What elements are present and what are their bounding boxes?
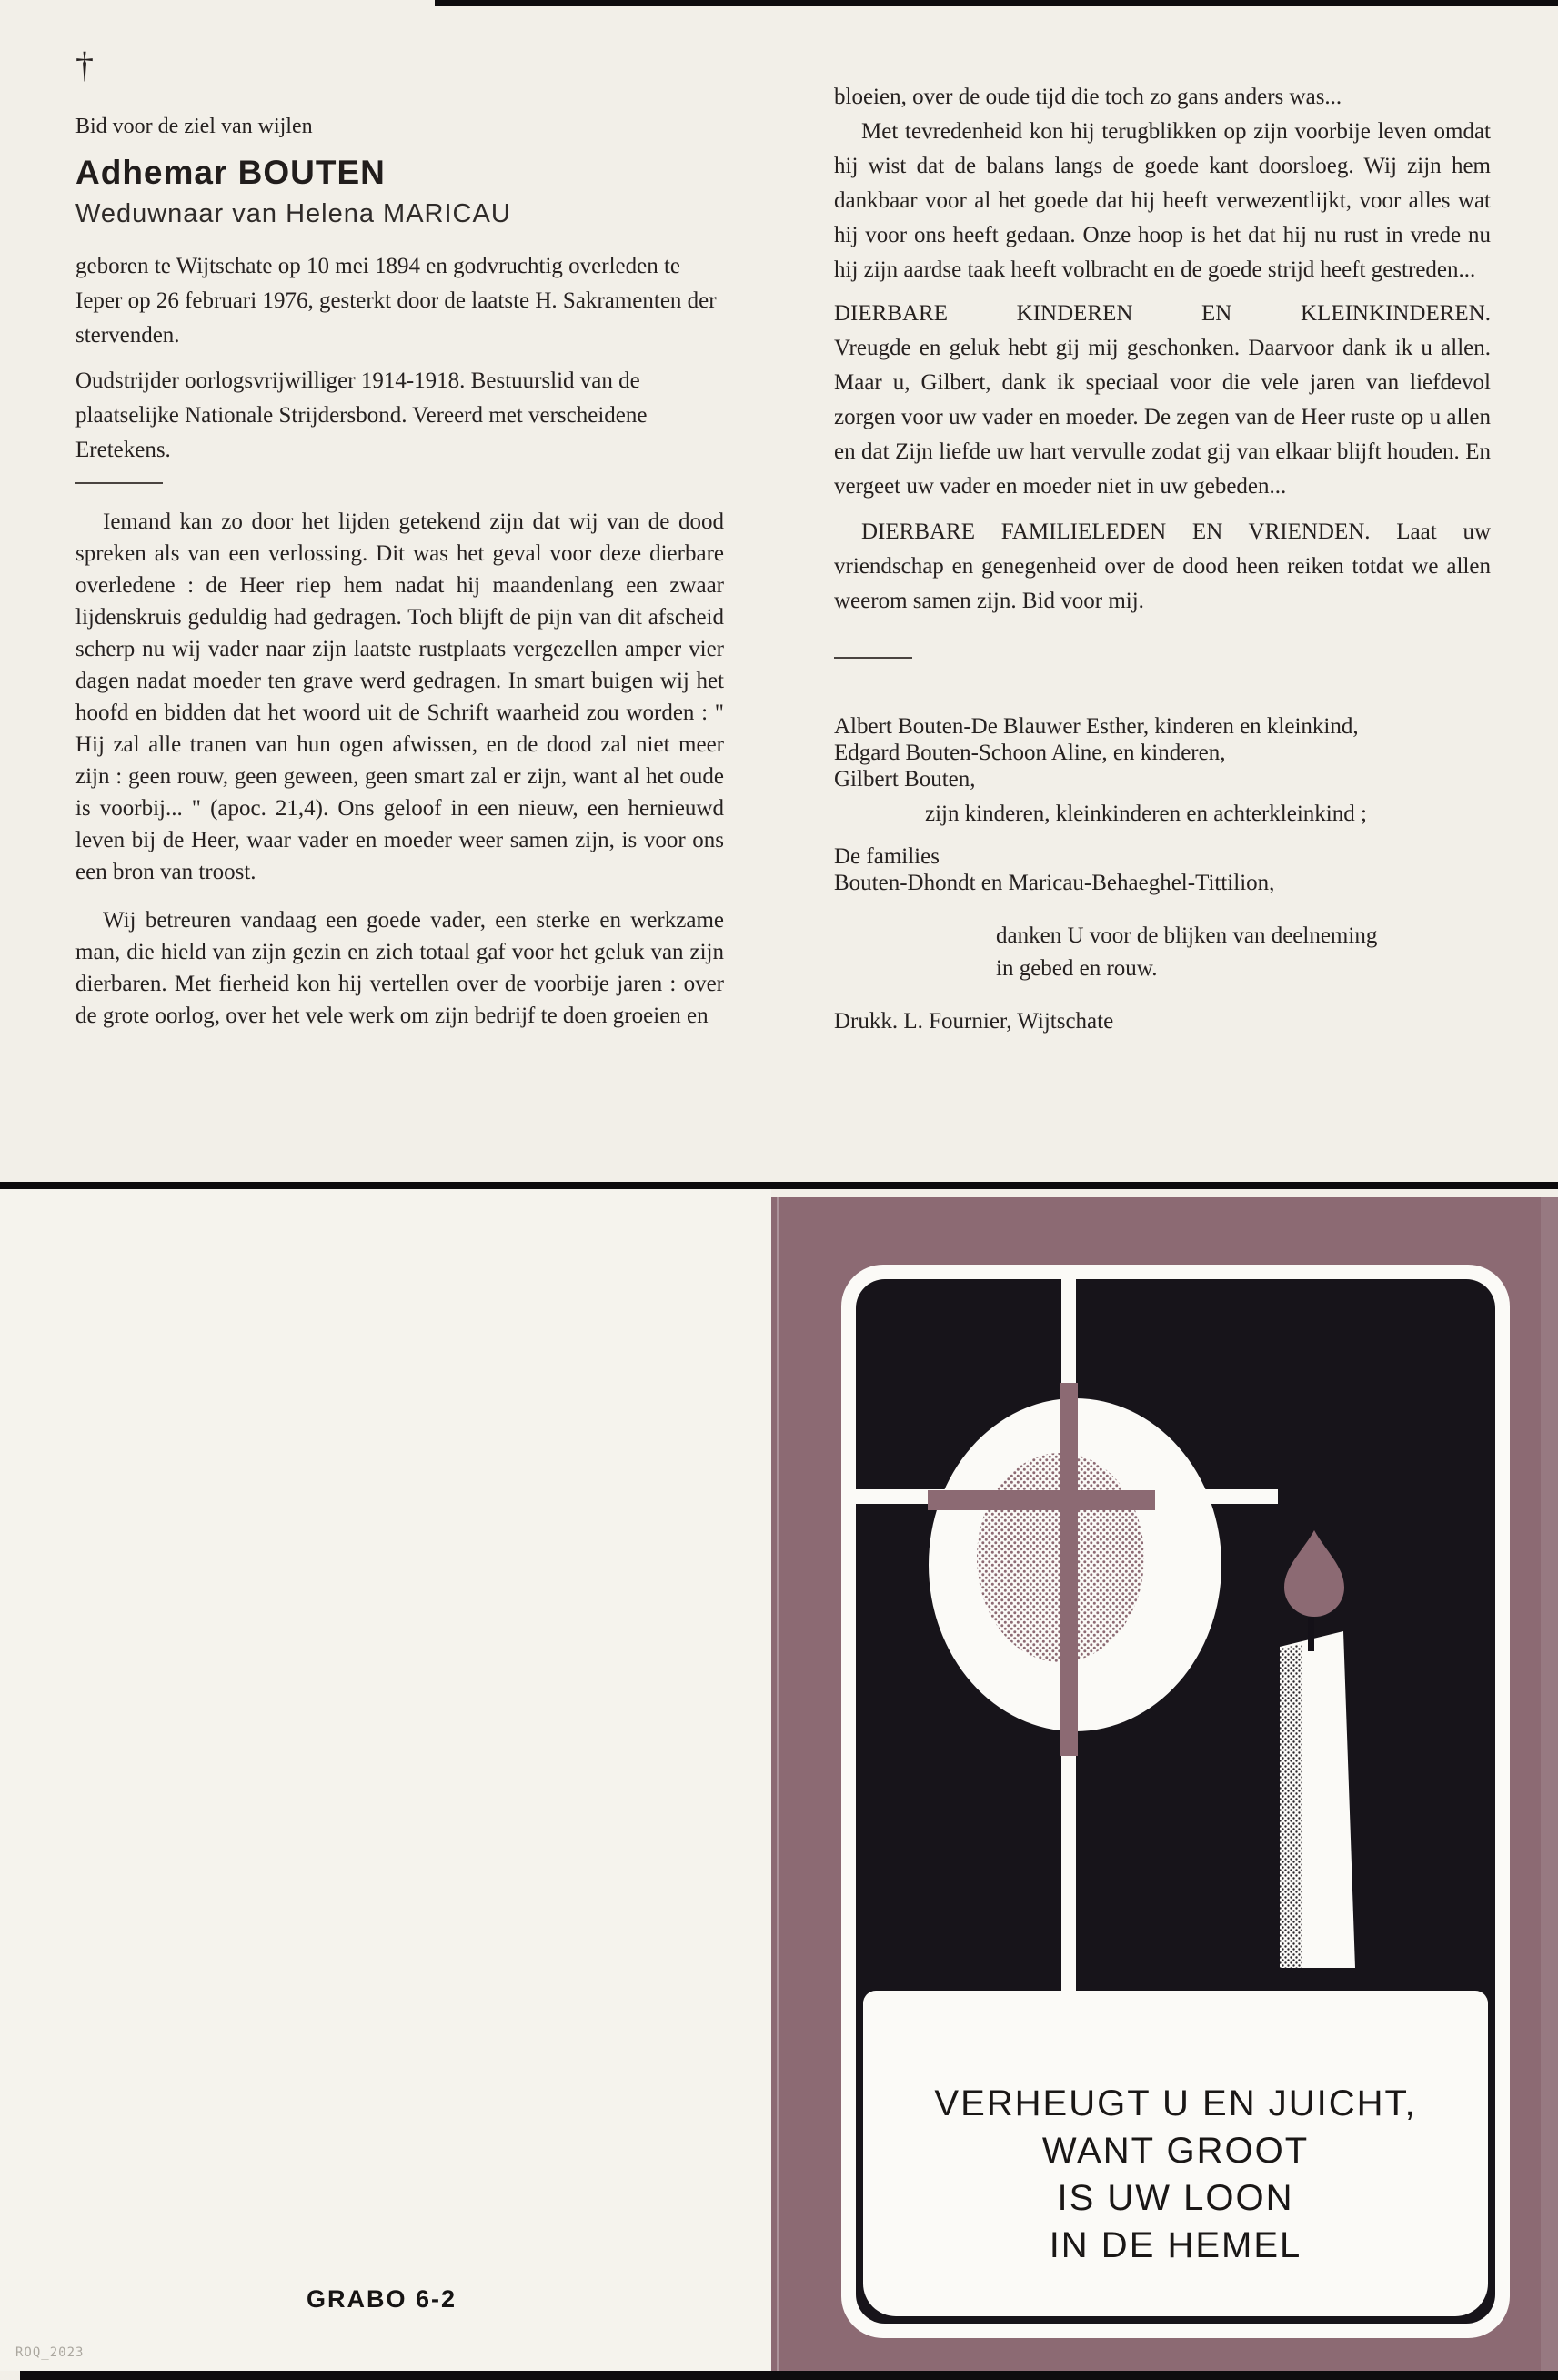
scan-edge-top — [435, 0, 1558, 6]
eulogy-paragraph-4: Met tevredenheid kon hij terugblikken op zijn voorbije leven omdat hij wist dat de balans langs de goede kant doorsloeg. Wij zijn hem dankbaar voor al het goede dat hij heeft verwezentlijkt, voor alles wat hij voor ons heeft gedaan. Onze hoop is het dat hij nu rust in vrede nu hij zijn aardse taak heeft volbracht en de goede strijd heeft gestreden... — [834, 119, 1491, 282]
memorial-cross-icon: † — [75, 45, 94, 86]
interior-right-column — [834, 80, 1491, 1034]
cross-horizontal-bar — [928, 1490, 1155, 1510]
thanks-line: danken U voor de blijken van deelneming — [996, 923, 1378, 948]
card-fold-line — [0, 1182, 1558, 1189]
printer-credit: Drukk. L. Fournier, Wijtschate — [834, 1009, 1114, 1034]
card-back-panel — [0, 1189, 771, 2371]
eulogy-paragraph-3: bloeien, over de oude tijd die toch zo gans anders was... — [834, 85, 1342, 109]
divider-rule — [75, 482, 163, 484]
printer-brand-mark: GRABO 6-2 — [307, 2285, 457, 2313]
address-children-text: Vreugde en geluk hebt gij mij geschonken. Daarvoor dank ik u allen. Maar u, Gilbert, dank ik speciaal voor die vele jaren van liefdevol zorgen voor uw vader en moeder. De zegen van de Heer ruste op u allen en dat Zijn liefde uw hart vervulle zodat gij van elkaar blijft houden. En vergeet uw vader en moeder niet in uw gebeden... — [834, 336, 1491, 499]
family-line: zijn kinderen, kleinkinderen en achterkleinkind ; — [925, 802, 1367, 826]
cover-quote-line: VERHEUGT U EN JUICHT, — [934, 2083, 1417, 2123]
honors-block: Oudstrijder oorlogsvrijwilliger 1914-1918. Bestuurslid van de plaatselijke Nationale Strijdersbond. Vereerd met verscheidene Eretekens. — [75, 368, 648, 462]
deceased-subtitle: Weduwnaar van Helena MARICAU — [75, 199, 511, 228]
address-children-heading: DIERBARE KINDEREN EN KLEINKINDEREN. — [834, 301, 1491, 326]
scan-edge-bottom — [20, 2371, 1558, 2380]
thanks-line: in gebed en rouw. — [996, 956, 1158, 981]
scan-watermark: ROQ_2023 — [15, 2345, 85, 2360]
deceased-name: Adhemar BOUTEN — [75, 154, 386, 191]
birth-death-block: geboren te Wijtschate op 10 mei 1894 en godvruchtig overleden te Ieper op 26 februari 1976, gesterkt door de laatste H. Sakramenten der stervenden. — [75, 254, 717, 348]
cover-crease — [777, 1197, 779, 2371]
address-family-text: DIERBARE FAMILIELEDEN EN VRIENDEN. Laat uw vriendschap en genegenheid over de dood heen reiken totdat we allen weerom samen zijn. Bid voor mij. — [834, 519, 1491, 613]
cover-quote-box — [863, 1991, 1488, 2316]
eulogy-paragraph-1: Iemand kan zo door het lijden getekend zijn dat wij van de dood spreken als van een verlossing. Dit was het geval voor deze dierbare overledene : de Heer riep hem nadat hij maandenlang een zwaar lijdenskruis geduldig had gedragen. Toch blijft de pijn van dit afscheid scherp nu wij vader naar zijn laatste rustplaats vergezellen amper vier dagen nadat moeder ten grave werd gedragen. In smart buigen wij het hoofd en bidden dat het woord uit de Schrift waarheid zou worden : " Hij zal alle tranen van hun ogen afwissen, en de dood zal niet meer zijn : geen rouw, geen geween, geen smart zal er zijn, want al het oude is voorbij... " (apoc. 21,4). Ons geloof in een nieuw, een hernieuwd leven bij de Heer, waar vader en moeder weer samen zijn, is voor ons een bron van troost. — [75, 509, 724, 884]
thanks-block — [996, 920, 1491, 985]
eulogy-paragraph-2: Wij betreuren vandaag een goede vader, een sterke en werkzame man, die hield van zijn gezin en zich totaal gaf voor het geluk van zijn dierbaren. Met fierheid kon hij vertellen over de voorbije jaren : over de grote oorlog, over het vele werk om zijn bedrijf te doen groeien en — [75, 908, 724, 1028]
family-line: De families — [834, 844, 940, 869]
cover-card — [771, 1197, 1558, 2371]
family-line: Edgard Bouten-Schoon Aline, en kinderen, — [834, 741, 1226, 765]
cover-quote-line: IN DE HEMEL — [1049, 2225, 1302, 2265]
family-line: Gilbert Bouten, — [834, 767, 976, 792]
intro-line: Bid voor de ziel van wijlen — [75, 115, 313, 138]
cover-quote-line: IS UW LOON — [1057, 2178, 1294, 2218]
family-line: Albert Bouten-De Blauwer Esther, kinderen en kleinkind, — [834, 714, 1359, 739]
divider-rule — [834, 657, 912, 659]
interior-left-column — [75, 45, 724, 1032]
cross-vertical-bar — [1060, 1383, 1078, 1756]
candle-shading — [1280, 1644, 1302, 1968]
family-line: Bouten-Dhondt en Maricau-Behaeghel-Tittilion, — [834, 871, 1275, 895]
cover-edge-highlight — [1541, 1197, 1558, 2371]
cover-quote-line: WANT GROOT — [1041, 2131, 1310, 2171]
family-list — [834, 713, 1491, 896]
